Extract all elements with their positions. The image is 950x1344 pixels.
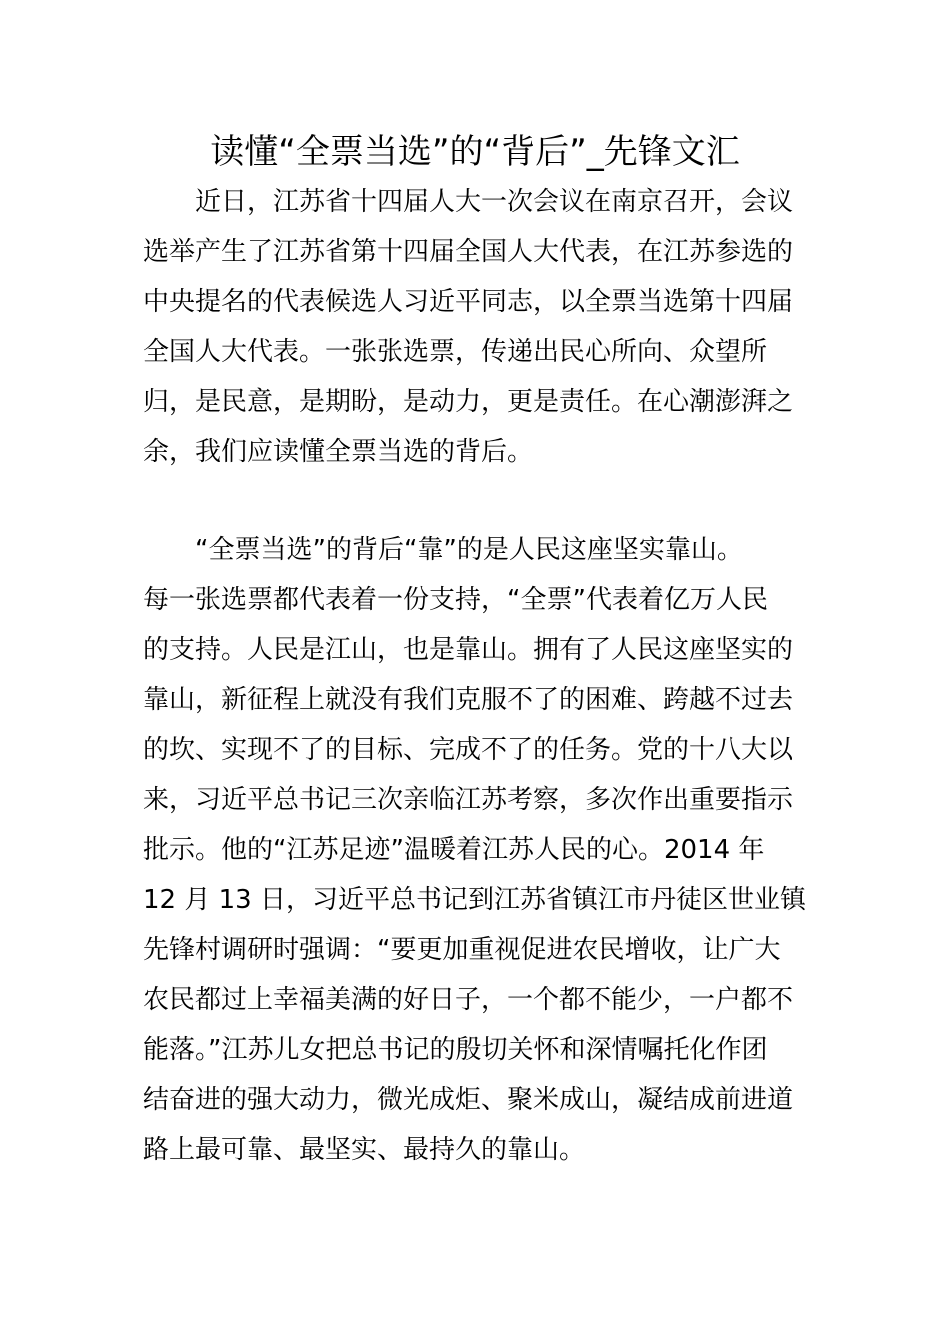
paragraph-1 [143, 177, 808, 477]
paragraph-line: 能落。”江苏儿女把总书记的殷切关怀和深情嘱托化作团 [143, 1035, 768, 1065]
paragraph-line: 路上最可靠、最坚实、最持久的靠山。 [143, 1135, 586, 1165]
paragraph-line: 归，是民意，是期盼，是动力，更是责任。在心潮澎湃之 [143, 387, 794, 417]
paragraph-line: 中央提名的代表候选人习近平同志，以全票当选第十四届 [143, 287, 794, 317]
paragraph-line: 12 月 13 日，习近平总书记到江苏省镇江市丹徒区世业镇 [143, 885, 806, 915]
paragraph-line: 的坎、实现不了的目标、完成不了的任务。党的十八大以 [143, 735, 794, 765]
paragraph-line: 结奋进的强大动力，微光成炬、聚米成山，凝结成前进道 [143, 1085, 794, 1115]
paragraph-2 [143, 525, 808, 1175]
paragraph-line: 靠山，新征程上就没有我们克服不了的困难、跨越不过去 [143, 685, 794, 715]
paragraph-line: 选举产生了江苏省第十四届全国人大代表，在江苏参选的 [143, 237, 794, 267]
paragraph-line: 先锋村调研时强调：“要更加重视促进农民增收，让广大 [143, 935, 781, 965]
paragraph-line: 余，我们应读懂全票当选的背后。 [143, 437, 534, 467]
paragraph-line: 来，习近平总书记三次亲临江苏考察，多次作出重要指示 [143, 785, 794, 815]
paragraph-line: 的支持。人民是江山，也是靠山。拥有了人民这座坚实的 [143, 635, 794, 665]
paragraph-line: 每一张选票都代表着一份支持，“全票”代表着亿万人民 [143, 585, 768, 615]
paragraph-line: “全票当选”的背后“靠”的是人民这座坚实靠山。 [195, 535, 743, 565]
paragraph-line: 全国人大代表。一张张选票，传递出民心所向、众望所 [143, 337, 768, 367]
paragraph-line: 近日，江苏省十四届人大一次会议在南京召开，会议 [195, 187, 794, 217]
paragraph-line: 批示。他的“江苏足迹”温暖着江苏人民的心。2014 年 [143, 835, 765, 865]
paragraph-line: 农民都过上幸福美满的好日子，一个都不能少，一户都不 [143, 985, 794, 1015]
document-title: 读懂“全票当选”的“背后”_先锋文汇 [210, 132, 740, 172]
